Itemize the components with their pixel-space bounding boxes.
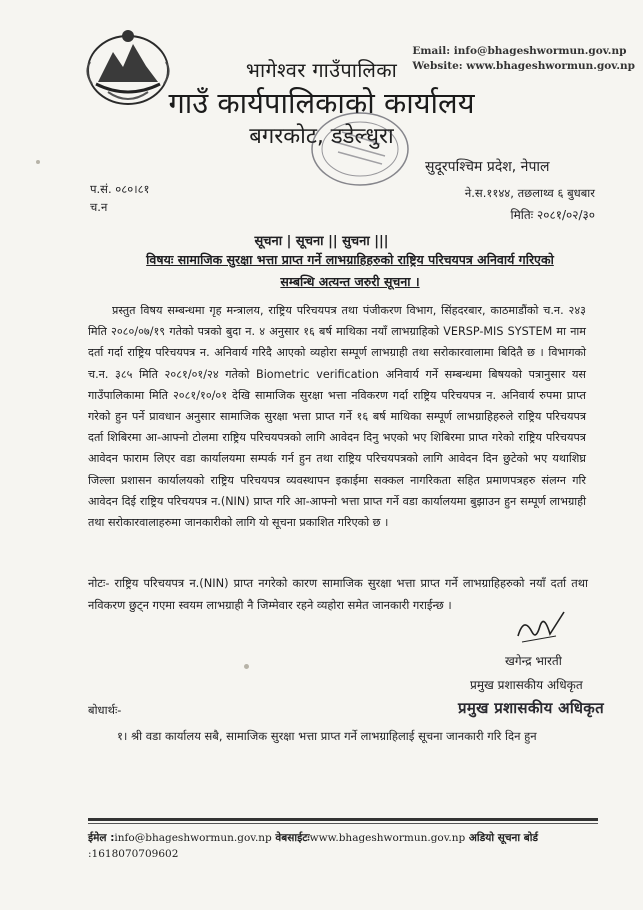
contact-email: Email: info@bhageshwormun.gov.np	[412, 45, 627, 57]
office-address: बगरकोट, डडेल्धुरा	[249, 124, 394, 149]
footer-web: www.bhageshwormun.gov.np	[309, 832, 466, 844]
signer-title: प्रमुख प्रशासकीय अधिकृत	[470, 678, 583, 692]
note-paragraph: नोटः- राष्ट्रिय परिचयपत्र न.(NIN) प्राप्त नगरेको कारण सामाजिक सुरक्षा भत्ता प्राप्त गर्ने लाभग्राहिहरुको नयाँ दर्ता तथा नविकरण छुट्न गएमा स्वयम लाभग्राही नै जिम्मेवार रहने व्यहोरा समेत जानकारी गराईन्छ ।	[88, 576, 588, 612]
scan-speck	[36, 160, 40, 164]
footer-board-label: अडियो सूचना बोर्ड	[465, 832, 539, 844]
scan-speck	[244, 664, 249, 669]
subject-line-1: विषयः सामाजिक सुरक्षा भत्ता प्राप्त गर्ने लाभग्राहिहरुको राष्ट्रिय परिचयपत्र अनिवार्य गरिएको	[146, 252, 554, 267]
contact-website: Website: www.bhageshwormun.gov.np	[412, 60, 635, 72]
issue-date: मितिः २०८१/०२/३०	[510, 208, 595, 222]
subject-block	[90, 249, 610, 293]
footer-rule-thick	[88, 818, 598, 821]
signer-name: खगेन्द्र भारती	[505, 654, 562, 668]
designation-stamp: प्रमुख प्रशासकीय अधिकृत	[458, 699, 604, 717]
footer-contact	[88, 830, 608, 862]
footer-email-label: ईमेल :	[88, 832, 115, 844]
footer-web-label: वेबसाईटः	[271, 832, 310, 844]
municipality-name: भागेश्वर गाउँपालिका	[245, 58, 398, 82]
footer-board-number: :1618070709602	[88, 848, 179, 860]
dispatch-number: च.न	[90, 200, 108, 214]
footer-email: info@bhageshwormun.gov.np	[114, 832, 272, 844]
office-name: गाउँ कार्यपालिकाको कार्यालय	[168, 86, 475, 120]
nepal-sambat-date: ने.स.११४४, तछलाथ्व ६ बुधबार	[464, 186, 595, 200]
signature-mark	[510, 606, 570, 650]
cc-label: बोधार्थः-	[88, 703, 122, 717]
footer-rule-thin	[88, 823, 598, 824]
province-line: सुदूरपश्चिम प्रदेश, नेपाल	[425, 159, 550, 175]
body-paragraph: प्रस्तुत विषय सम्बन्धमा गृह मन्त्रालय, राष्ट्रिय परिचयपत्र तथा पंजीकरण विभाग, सिंहदरबार, काठमाडौंको च.न. २४३ मिति २०८०/०७/१९ गतेको पत्रको बुदा न. ४ अनुसार १६ बर्ष माथिका नयाँ लाभग्राहिको VERSP-MIS SYSTEM मा नाम दर्ता गर्दा राष्ट्रिय परिचयपत्र न. अनिवार्य गरिदै आएको व्यहोरा सम्पूर्ण लाभग्राही तथा सरोकारवालामा बिदितै छ । विभागको च.न. ३८५ मिति २०८१/०१/२४ गतेको Biometric verification अनिवार्य गर्ने सम्बन्धमा बिषयको पत्रानुसार यस गाउँपालिकामा मिति २०८१/१०/०१ देखि सामाजिक सुरक्षा भत्ता नविकरण गर्दा राष्ट्रिय परिचयपत्र न. अनिवार्य रुपमा प्राप्त गरेको हुन पर्ने प्रावधान अनुसार सामाजिक सुरक्षा भत्ता प्राप्त गर्ने १६ बर्ष माथिका सम्पूर्ण लाभग्राहिहरुले राष्ट्रिय परिचयपत्र दर्ता शिबिरमा आ-आफ्नो टोलमा राष्ट्रिय परिचयपत्रको लागि आवेदन दिनु भएको भए शिबिरमा प्राप्त गरेको राष्ट्रिय परिचयपत्र आवेदन फाराम लिएर वडा कार्यालयमा सम्पर्क गर्न हुन तथा राष्ट्रिय परिचयपत्रको लागि आवेदन दिन छुटेको भए यथाशिघ्र जिल्ला प्रशासन कार्यालयको राष्ट्रिय परिचयपत्र व्यवस्थापन इकाईमा सक्कल नागरिकता सहित प्रमाणपत्रहरु संलग्न गरि आवेदन दिई राष्ट्रिय परिचयपत्र न.(NIN) प्राप्त गरि आ-आफ्नो भत्ता प्राप्त गर्ने वडा कार्यालयमा बुझाउन हुन सम्पूर्ण लाभग्राही तथा सरोकारवालाहरुमा जानकारीको लागि यो सूचना प्रकाशित गरिएको छ ।	[88, 304, 586, 530]
cc-item-1: १। श्री वडा कार्यालय सबै, सामाजिक सुरक्षा भत्ता प्राप्त गर्ने लाभग्राहिलाई सूचना जानकारी गरि दिन हुन	[117, 729, 537, 743]
subject-line-2: सम्बन्धि अत्यन्त जरुरी सूचना ।	[280, 274, 420, 289]
notice-heading: सूचना | सूचना || सुचना |||	[254, 234, 389, 249]
reference-number: प.सं. ०८०।८१	[90, 182, 150, 196]
municipality-seal-icon	[290, 104, 430, 194]
